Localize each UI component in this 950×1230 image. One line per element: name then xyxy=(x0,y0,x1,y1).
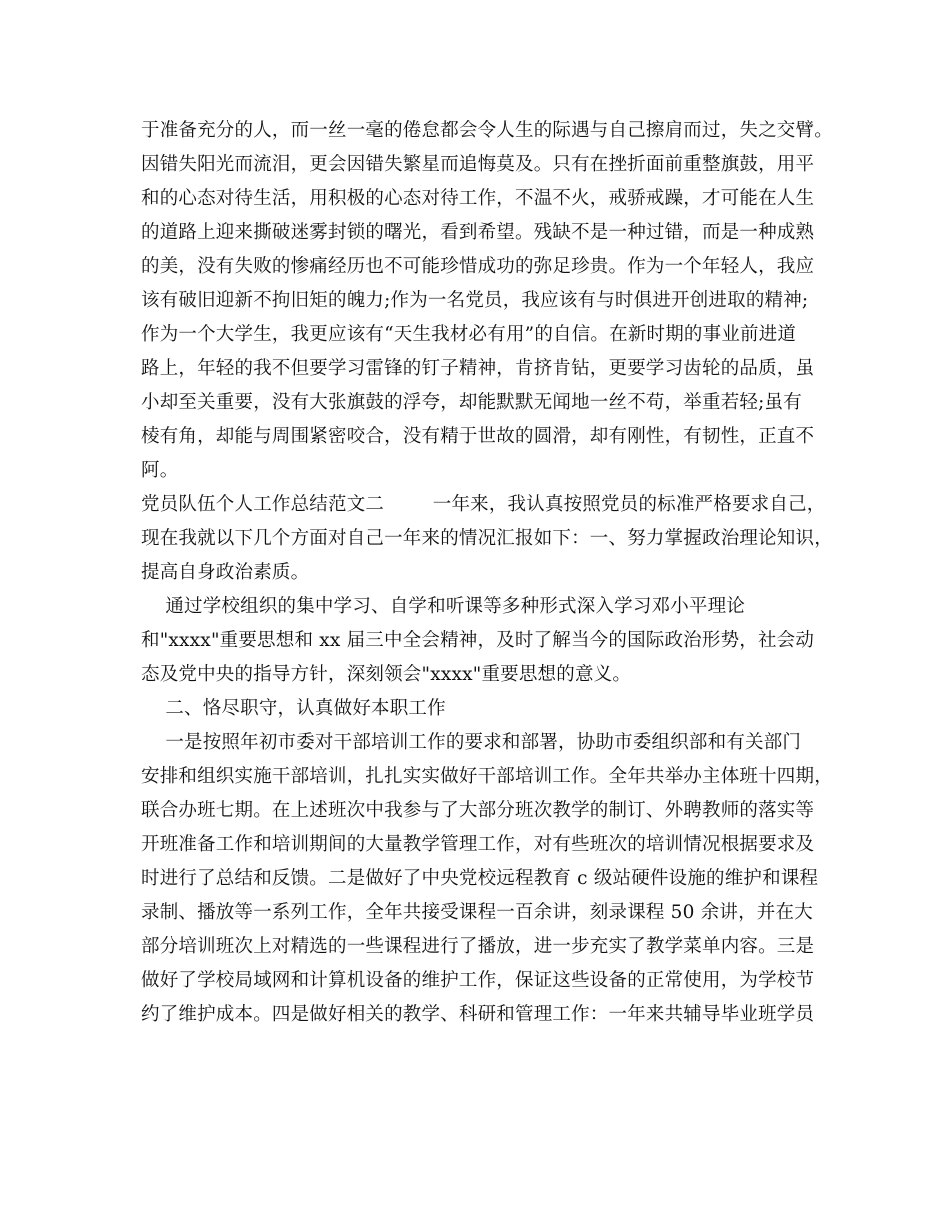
text-line: 小却至关重要，没有大张旗鼓的浮夸，却能默默无闻地一丝不苟，举重若轻;虽有 xyxy=(141,392,802,413)
text-line: 和"xxxx"重要思想和 xx 届三中全会精神，及时了解当今的国际政治形势，社会动 xyxy=(141,630,815,651)
text-line: 的美，没有失败的惨痛经历也不可能珍惜成功的弥足珍贵。作为一个年轻人，我应 xyxy=(141,256,815,277)
text-line: 阿。 xyxy=(141,460,179,481)
text-line: 做好了学校局域网和计算机设备的维护工作，保证这些设备的正常使用，为学校节 xyxy=(141,970,815,991)
text-line: 提高自身政治素质。 xyxy=(141,562,310,583)
text-line: 和的心态对待生活，用积极的心态对待工作，不温不火，戒骄戒躁，才可能在人生 xyxy=(141,188,815,209)
subheading-line: 二、恪尽职守，认真做好本职工作 xyxy=(141,698,446,719)
text-line: 一是按照年初市委对干部培训工作的要求和部署，协助市委组织部和有关部门 xyxy=(141,732,802,753)
text-line: 该有破旧迎新不拘旧矩的魄力;作为一名党员，我应该有与时俱进开创进取的精神; xyxy=(141,290,809,311)
text-line: 约了维护成本。四是做好相关的教学、科研和管理工作：一年来共辅导毕业班学员 xyxy=(141,1004,815,1025)
text-line: 路上，年轻的我不但要学习雷锋的钉子精神，肯挤肯钻，更要学习齿轮的品质，虽 xyxy=(141,358,815,379)
text-line: 录制、播放等一系列工作，全年共接受课程一百余讲，刻录课程 50 余讲，并在大 xyxy=(141,902,813,923)
section-heading-line: 党员队伍个人工作总结范文二 一年来，我认真按照党员的标准严格要求自己， xyxy=(141,494,826,515)
text-line: 时进行了总结和反馈。二是做好了中央党校远程教育 c 级站硬件设施的维护和课程 xyxy=(141,868,819,889)
text-line: 通过学校组织的集中学习、自学和听课等多种形式深入学习邓小平理论 xyxy=(141,596,746,617)
text-line: 现在我就以下几个方面对自己一年来的情况汇报如下：一、努力掌握政治理论知识， xyxy=(141,528,833,549)
text-line: 作为一个大学生，我更应该有“天生我材必有用”的自信。在新时期的事业前进道 xyxy=(141,324,797,345)
text-line: 棱有角，却能与周围紧密咬合，没有精于世故的圆滑，却有刚性，有韧性，正直不 xyxy=(141,426,815,447)
text-line: 因错失阳光而流泪，更会因错失繁星而追悔莫及。只有在挫折面前重整旗鼓，用平 xyxy=(141,154,815,175)
text-line: 联合办班七期。在上述班次中我参与了大部分班次教学的制订、外聘教师的落实等 xyxy=(141,800,815,821)
text-line: 的道路上迎来撕破迷雾封锁的曙光，看到希望。残缺不是一种过错，而是一种成熟 xyxy=(141,222,815,243)
text-line: 态及党中央的指导方针，深刻领会"xxxx"重要思想的意义。 xyxy=(141,664,632,685)
text-line: 安排和组织实施干部培训，扎扎实实做好干部培训工作。全年共举办主体班十四期， xyxy=(141,766,833,787)
text-line: 部分培训班次上对精选的一些课程进行了播放，进一步充实了教学菜单内容。三是 xyxy=(141,936,815,957)
text-line: 开班准备工作和培训期间的大量教学管理工作，对有些班次的培训情况根据要求及 xyxy=(141,834,815,855)
text-line: 于准备充分的人，而一丝一毫的倦怠都会令人生的际遇与自己擦肩而过，失之交臂。 xyxy=(141,120,833,141)
